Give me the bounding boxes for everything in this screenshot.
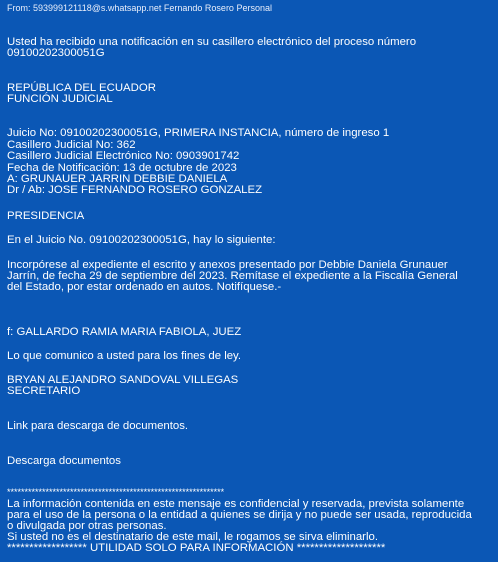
detail-case-number: Juicio No: 09100202300051G, PRIMERA INSTANCIA, número de ingreso 1 — [7, 127, 390, 139]
detail-electronic-box: Casillero Judicial Electrónico No: 0903901742 — [7, 150, 240, 162]
secretary-title: SECRETARIO — [7, 385, 81, 397]
communication-line: Lo que comunico a usted para los fines de ley. — [7, 350, 242, 362]
from-line: From: 593999121118@s.whatsapp.net Fernando Rosero Personal — [7, 3, 272, 13]
detail-notification-date: Fecha de Notificación: 13 de octubre de 2023 — [7, 162, 237, 174]
disclaimer-stars: ************************************************************** — [7, 487, 225, 497]
body-line-3: del Estado, por estar ordenado en autos. Notifíquese.- — [7, 281, 282, 293]
download-documents-label[interactable]: Descarga documentos — [7, 455, 121, 467]
body-line-1: Incorpórese al expediente el escrito y anexos presentado por Debbie Daniela Grunauer — [7, 259, 448, 271]
detail-judicial-box: Casillero Judicial No: 362 — [7, 139, 136, 151]
disclaimer-line-3: o divulgada por otras personas. — [7, 520, 167, 532]
secretary-name: BRYAN ALEJANDRO SANDOVAL VILLEGAS — [7, 374, 239, 386]
disclaimer-line-1: La información contenida en este mensaje es confidencial y reservada, prevista solamente — [7, 498, 465, 510]
judge-signature: f: GALLARDO RAMIA MARIA FABIOLA, JUEZ — [7, 326, 242, 338]
detail-attorney: Dr / Ab: JOSE FERNANDO ROSERO GONZALEZ — [7, 184, 263, 196]
detail-recipient: A: GRUNAUER JARRIN DEBBIE DANIELA — [7, 173, 228, 185]
intro-line-1: Usted ha recibido una notificación en su casillero electrónico del proceso número — [7, 36, 417, 48]
download-documents-link[interactable]: Link para descarga de documentos. — [7, 420, 189, 432]
intro-line-2: 09100202300051G — [7, 47, 105, 59]
header-republic: REPÚBLICA DEL ECUADOR — [7, 82, 156, 94]
disclaimer-line-4: Si usted no es el destinatario de este mail, le rogamos se sirva eliminarlo. — [7, 531, 379, 543]
body-line-2: Jarrín, de fecha 29 de septiembre del 2023. Remítase el expediente a la Fiscalía General — [7, 270, 458, 282]
disclaimer-line-2: para el uso de la persona o la entidad a quienes se dirija y no puede ser usada, reproducida — [7, 509, 472, 521]
header-function: FUNCIÓN JUDICIAL — [7, 93, 113, 105]
in-case-line: En el Juicio No. 09100202300051G, hay lo siguiente: — [7, 234, 276, 246]
section-title: PRESIDENCIA — [7, 210, 85, 222]
disclaimer-footer: ****************** UTILIDAD SOLO PARA INFORMACIÓN ******************** — [7, 542, 386, 554]
